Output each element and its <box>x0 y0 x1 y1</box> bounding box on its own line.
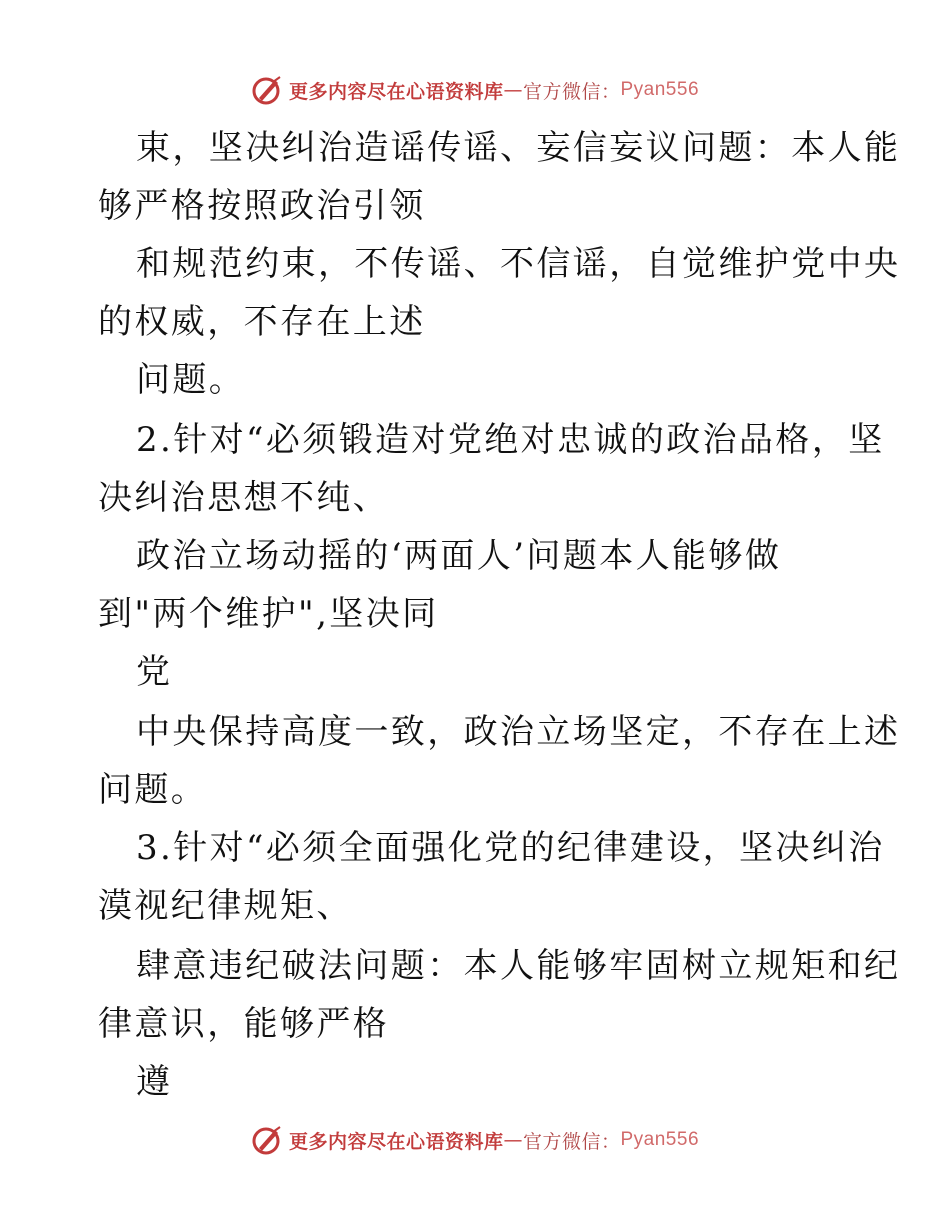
watermark-wechat-label: 官方微信： <box>522 1130 621 1153</box>
watermark-main-text: 更多内容尽在心语资料库 <box>288 1130 504 1153</box>
text-line: 决纠治思想不纯、 <box>98 478 390 518</box>
text-line: 3.针对“必须全面强化党的纪律建设，坚决纠治 <box>136 828 885 868</box>
text-line: 够严格按照政治引领 <box>98 186 426 226</box>
text-line: 政治立场动摇的‘两面人’问题本人能够做 <box>136 536 782 576</box>
watermark-wechat-id: Pyan556 <box>620 1129 700 1150</box>
watermark-wechat-id: Pyan556 <box>620 79 700 100</box>
text-line: 和规范约束，不传谣、不信谣，自觉维护党中央 <box>136 244 901 284</box>
watermark-dash: — <box>503 79 523 101</box>
watermark-wechat-label: 官方微信： <box>522 80 621 103</box>
footer-watermark <box>0 1120 950 1160</box>
watermark-dash: — <box>503 1129 523 1151</box>
text-line: 漠视纪律规矩、 <box>98 886 353 926</box>
text-line: 中央保持高度一致，政治立场坚定，不存在上述 <box>136 712 901 752</box>
text-line: 问题。 <box>98 770 208 810</box>
watermark-main-text: 更多内容尽在心语资料库 <box>288 80 504 103</box>
text-line: 肆意违纪破法问题：本人能够牢固树立规矩和纪 <box>136 946 901 986</box>
text-line: 的权威，不存在上述 <box>98 302 426 342</box>
quill-logo-icon <box>251 1124 283 1156</box>
text-line: 遵 <box>136 1062 173 1102</box>
text-line: 2.针对“必须锻造对党绝对忠诚的政治品格，坚 <box>136 420 885 460</box>
text-line: 问题。 <box>136 360 246 400</box>
text-line: 到"两个维护",坚决同 <box>98 594 439 634</box>
text-line: 律意识，能够严格 <box>98 1004 390 1044</box>
text-line: 束，坚决纠治造谣传谣、妄信妄议问题：本人能 <box>136 128 901 168</box>
text-line: 党 <box>136 652 173 692</box>
